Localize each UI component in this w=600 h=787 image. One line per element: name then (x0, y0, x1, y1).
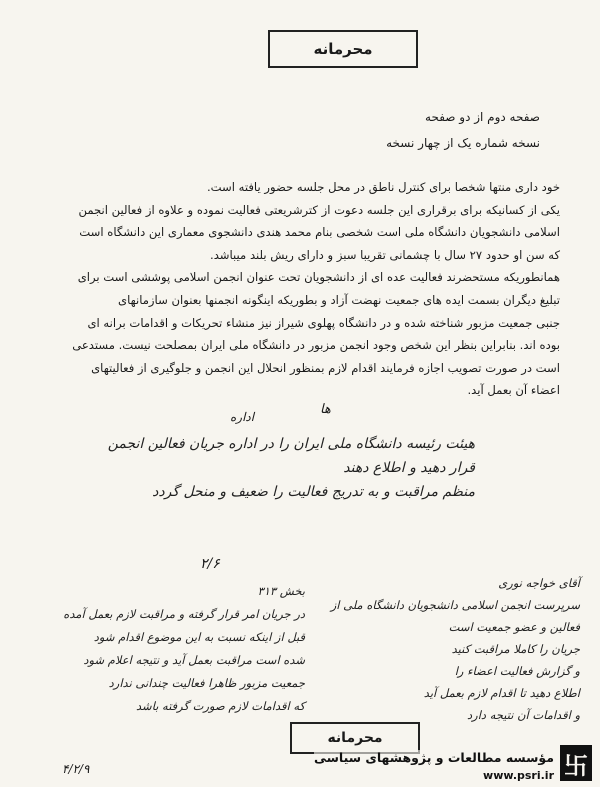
body-line: تبلیغ دیگران بسمت ایده های جمعیت نهضت آزاد و بطوریکه اینگونه انجمنها بعنوان سازمانهای (118, 292, 560, 307)
handwritten-left-note (25, 580, 305, 718)
closing-mark: ها (320, 402, 331, 417)
body-line: خود داری منتها شخصا برای کنترل ناطق در محل جلسه حضور یافته است. (206, 180, 560, 194)
body-line: همانطوریکه مستحضرند فعالیت عده ای از دانشجویان تحت عنوان انجمن اسلامی پوششی است برای (77, 270, 560, 285)
stamp-text: محرمانه (313, 40, 373, 58)
page-number-line: صفحه دوم از دو صفحه (425, 110, 540, 124)
handwritten-line: هیئت رئیسه دانشگاه ملی ایران را در اداره جریان فعالین انجمن (107, 436, 475, 452)
body-line: جنبی جمعیت مزبور شناخته شده و در دانشگاه پهلوی شیراز نیز منشاء تحریکات و اقدامات برانه ای (87, 315, 560, 330)
handwritten-line: و گزارش فعالیت اعضاء را (454, 664, 580, 678)
confidential-stamp (268, 30, 418, 68)
handwritten-line: سرپرست انجمن اسلامی دانشجویان دانشگاه ملی از فعالین و عضو جمعیت است (330, 598, 580, 634)
body-line: یکی از کسانیکه برای برقراری این جلسه دعوت از کترشریعتی فعالیت نموده و علاوه از فعالین انجمن (78, 202, 560, 217)
handwritten-line: که اقدامات لازم صورت گرفته باشد (136, 699, 305, 713)
handwritten-line: قبل از اینکه نسبت به این موضوع اقدام شود (93, 630, 305, 644)
handwritten-right-note (300, 572, 580, 726)
body-line: اسلامی دانشجویان دانشگاه ملی است شخصی بنام محمد هندی دانشجوی معماری این دانشگاه است (79, 225, 560, 240)
copy-number-line: نسخه شماره یک از چهار نسخه (386, 136, 540, 150)
handwritten-line: منظم مراقبت و به تدریج فعالیت را ضعیف و منحل گردد (152, 484, 475, 500)
watermark-org: مؤسسه مطالعات و پژوهشهای سیاسی (313, 750, 554, 765)
reference-number: ۲/۶ (200, 556, 220, 572)
handwritten-line: اطلاع دهید تا اقدام لازم بعمل آید (423, 686, 580, 700)
handwritten-line: بخش ۳۱۳ (257, 584, 305, 598)
handwritten-line: و اقدامات آن نتیجه دارد (467, 708, 580, 722)
handwritten-line: جریان را کاملا مراقبت کنید (451, 642, 580, 656)
logo-glyph: 卐 (564, 751, 588, 780)
watermark-url: www.psri.ir (483, 769, 554, 782)
stamp-text: محرمانه (327, 730, 383, 746)
body-line: است در صورت تصویب اجازه فرمایند اقدام لازم بمنظور انحلال این انجمن و جلوگیری از فعالیتهای (91, 360, 560, 375)
body-line: اعضاء آن بعمل آید. (467, 383, 560, 398)
handwritten-line: شده است مراقبت بعمل آید و نتیجه اعلام شود (83, 653, 305, 667)
watermark-logo-icon (560, 745, 592, 781)
handwritten-line: قرار دهید و اطلاع دهند (343, 460, 475, 476)
handwritten-note (55, 432, 475, 504)
handwritten-note-title: اداره (230, 410, 255, 424)
handwritten-line: جمعیت مزبور ظاهرا فعالیت چندانی ندارد (108, 676, 305, 690)
body-line: بوده اند. بنابراین بنظر این شخص وجود انجمن مزبور در دانشگاه ملی ایران بمصلحت نیست. مستدعی (72, 338, 560, 353)
handwritten-line: آقای خواجه نوری (498, 576, 580, 590)
body-line: که سن او حدود ۲۷ سال با چشمانی تقریبا سبز و دارای ریش بلند میباشد. (210, 247, 560, 262)
typed-body (35, 176, 560, 402)
handwritten-line: در جریان امر قرار گرفته و مراقبت لازم بعمل آمده (63, 607, 305, 621)
handwritten-date: ۴/۲/۹ (62, 762, 90, 776)
